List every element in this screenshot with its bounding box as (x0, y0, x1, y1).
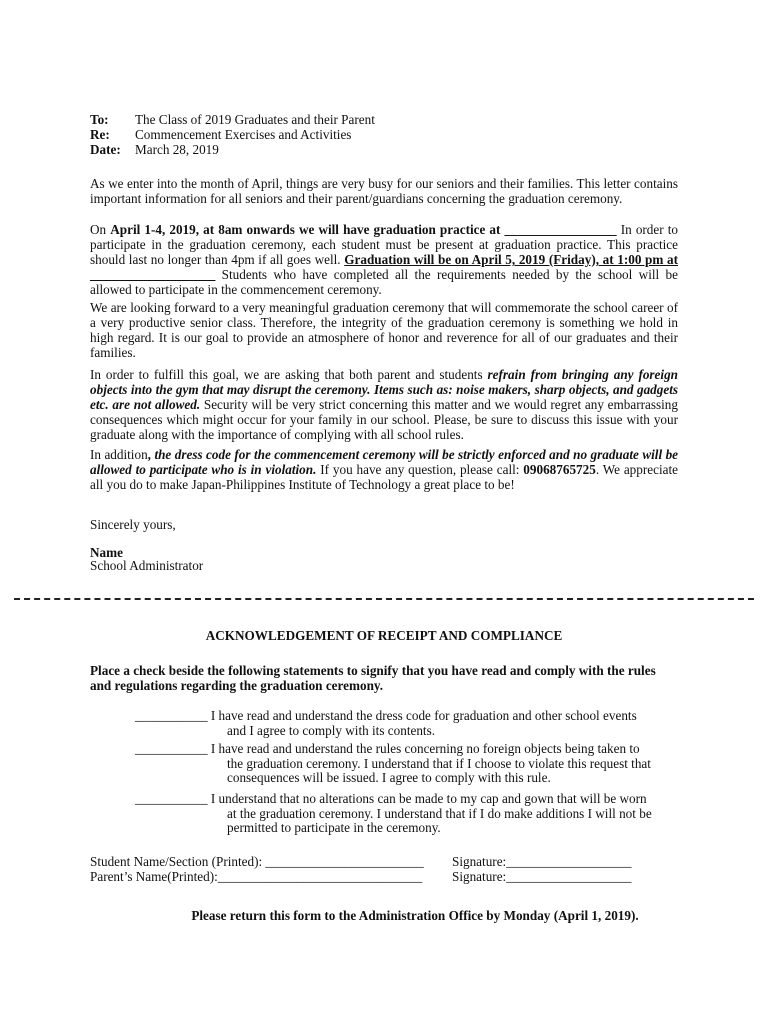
paragraph-foreign-objects (90, 367, 678, 442)
signer-name: Name (90, 545, 123, 560)
memo-re-value: Commencement Exercises and Activities (135, 127, 352, 142)
memo-re-row (90, 127, 375, 142)
p2-text-1: On (90, 222, 111, 237)
p5-dress-code-rule: the dress code for the commencement ceremony will be strictly enforced and no graduate will be allowed to participate who is in violation. (90, 447, 679, 477)
p2-text-3: Students who have completed all the requirements needed by the school will be allowed to participate in the commencement ceremony. (90, 267, 678, 297)
p5-text-1: In addition (90, 447, 148, 462)
statement-1-continuation: and I agree to comply with its contents. (227, 722, 436, 738)
memo-to-label: To: (90, 112, 109, 127)
statement-3-first-line: ___________ I understand that no alterations can be made to my cap and gown that will be worn (135, 791, 647, 806)
student-signature-field[interactable]: Signature:___________________ (452, 854, 632, 869)
parent-signature-field[interactable]: Signature:___________________ (452, 869, 632, 884)
statement-foreign-objects (135, 742, 675, 786)
paragraph-meaningful: We are looking forward to a very meaningful graduation ceremony that will commemorate the school career of a very productive senior class. Therefore, the integrity of the graduation ceremony is something we hold in high regard. It is our goal to provide an atmosphere of honor and reverence for all of our graduates and their families. (90, 300, 678, 360)
statement-2-continuation: the graduation ceremony. I understand that if I choose to violate this request that consequences will be issued. I agree to comply with this rule. (227, 755, 651, 785)
memo-to-row (90, 112, 375, 127)
p5-comma: , (147, 447, 155, 462)
memo-header (90, 112, 375, 157)
memo-date-label: Date: (90, 142, 121, 157)
acknowledgement-instructions: Place a check beside the following statements to signify that you have read and comply with the rules and regulations regarding the graduation ceremony. (90, 663, 656, 693)
student-name-field[interactable]: Student Name/Section (Printed): ________________________ (90, 854, 424, 869)
memo-to-value: The Class of 2019 Graduates and their Parent (135, 112, 375, 127)
statement-cap-gown (135, 792, 675, 836)
statement-3-continuation: at the graduation ceremony. I understand that if I do make additions I will not be permitted to participate in the ceremony. (227, 805, 652, 835)
p5-phone-number: 09068765725 (523, 462, 596, 477)
statement-dress-code (135, 709, 675, 738)
paragraph-intro: As we enter into the month of April, things are very busy for our seniors and their families. This letter contains important information for all seniors and their parent/guardians concerning the graduation ceremony. (90, 176, 678, 206)
p2-practice-date: April 1-4, 2019, at 8am onwards we will have graduation practice at _________________ (110, 222, 617, 237)
memo-re-label: Re: (90, 127, 110, 142)
statement-2-first-line: ___________ I have read and understand the rules concerning no foreign objects being taken to (135, 741, 640, 756)
p4-text-1: In order to fulfill this goal, we are asking that both parent and students (90, 367, 488, 382)
memo-date-row (90, 142, 375, 157)
p2-text-2: In order to participate in the graduation ceremony, each student must be present at graduation practice. This practice should last no longer than 4pm if all goes well. (90, 222, 679, 267)
p2-graduation-date: Graduation will be on April 5, 2019 (Friday), at 1:00 pm at ___________________ (90, 252, 678, 282)
acknowledgement-title: ACKNOWLEDGEMENT OF RECEIPT AND COMPLIANCE (205, 628, 563, 643)
p5-text-2: If you have any question, please call: (316, 462, 524, 477)
paragraph-dress-code (90, 447, 678, 492)
cut-line-divider (14, 598, 754, 600)
p4-foreign-objects-rule: refrain from bringing any foreign objects into the gym that may disrupt the ceremony. Items such as: noise makers, sharp objects, and gadgets etc. are not allowed. (90, 367, 679, 412)
paragraph-practice (90, 222, 678, 297)
memo-date-value: March 28, 2019 (135, 142, 219, 157)
p5-text-3: . We appreciate all you do to make Japan-Philippines Institute of Technology a great place to be! (90, 462, 678, 492)
p4-text-2: Security will be very strict concerning this matter and we would regret any embarrassing consequences which might occur for your family in our school. Please, be sure to discuss this issue with your graduate along with the importance of complying with all school rules. (90, 397, 678, 442)
signer-title: School Administrator (90, 558, 204, 573)
parent-name-field[interactable]: Parent’s Name(Printed):_______________________________ (90, 869, 423, 884)
statement-1-first-line: ___________ I have read and understand the dress code for graduation and other school events (135, 708, 637, 723)
return-form-notice: Please return this form to the Administration Office by Monday (April 1, 2019). (191, 908, 639, 923)
closing-sincerely: Sincerely yours, (90, 517, 176, 532)
